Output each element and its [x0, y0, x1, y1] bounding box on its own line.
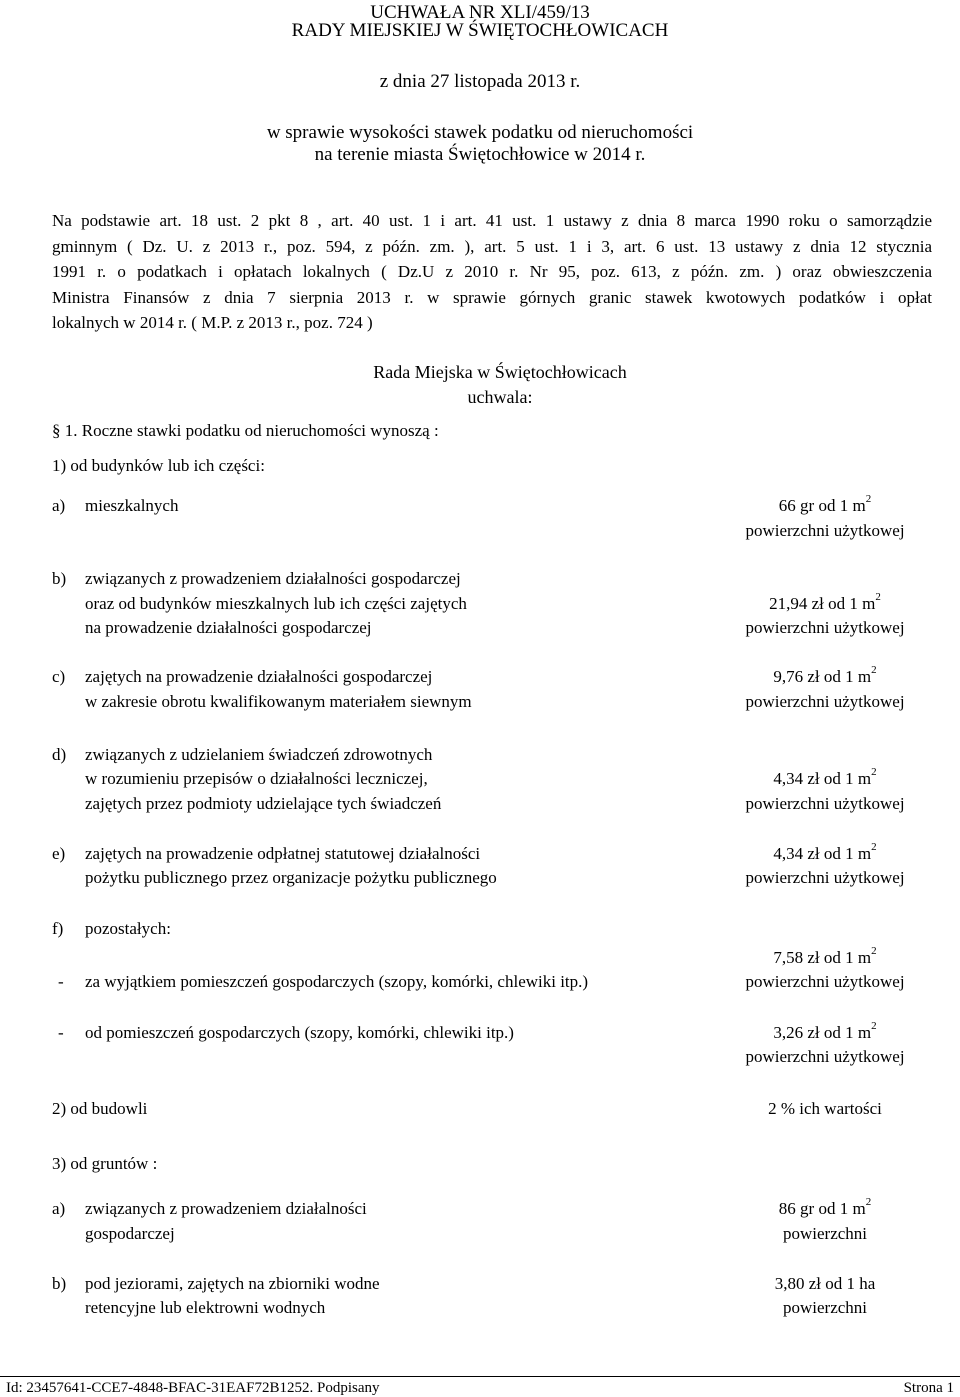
item-description: zajętych przez podmioty udzielające tych świadczeń: [85, 794, 442, 813]
item-unit: powierzchni: [782, 1224, 868, 1243]
preamble-line: gminnym ( Dz. U. z 2013 r., poz. 594, z późn. zm. ), art. 5 ust. 1 i 3, art. 6 ust. 13 ustawy z dnia 12 stycznia: [52, 236, 932, 256]
item-unit: powierzchni użytkowej: [745, 794, 905, 813]
item-label: e): [52, 844, 66, 863]
item-description: związanych z udzielaniem świadczeń zdrowotnych: [85, 745, 433, 764]
page-number: Strona 1: [903, 1380, 954, 1396]
item-rate: 4,34 zł od 1 $m^2$: [773, 766, 877, 788]
resolution-verb: uchwala:: [467, 387, 533, 407]
preamble-line: lokalnych w 2014 r. ( M.P. z 2013 r., poz. 724 ): [52, 313, 373, 332]
item-dash: -: [58, 1023, 64, 1042]
item-description: w rozumieniu przepisów o działalności leczniczej,: [85, 769, 428, 788]
item-label: a): [52, 496, 66, 515]
item-unit: powierzchni użytkowej: [745, 521, 905, 540]
item-label: f): [52, 919, 64, 938]
item-label: b): [52, 569, 67, 588]
buildings-heading: 1) od budynków lub ich części:: [52, 456, 265, 475]
subject-line-1: w sprawie wysokości stawek podatku od nieruchomości: [266, 122, 694, 143]
item-label: d): [52, 745, 67, 764]
item-unit: powierzchni użytkowej: [745, 1047, 905, 1066]
preamble-line: Ministra Finansów z dnia 7 sierpnia 2013 r. w sprawie górnych granic stawek kwotowych podatków i opłat: [52, 287, 932, 307]
council-name: Rada Miejska w Świętochłowicach: [373, 362, 627, 382]
section-1-intro: [52, 419, 439, 443]
page-footer: [0, 1376, 960, 1397]
preamble: [52, 208, 932, 336]
item-unit: powierzchni: [782, 1298, 868, 1317]
subject-line-2: na terenie miasta Świętochłowice w 2014 r.: [314, 144, 646, 165]
item-description: zajętych na prowadzenie odpłatnej statutowej działalności: [85, 844, 481, 863]
item-description: retencyjne lub elektrowni wodnych: [85, 1298, 326, 1317]
item-description: gospodarczej: [85, 1224, 175, 1243]
item-unit: powierzchni użytkowej: [745, 692, 905, 711]
item-description: pod jeziorami, zajętych na zbiorniki wodne: [85, 1274, 380, 1293]
item-rate: 86 gr od 1 $m^2$: [778, 1196, 872, 1218]
item-description: pożytku publicznego przez organizacje pożytku publicznego: [85, 868, 497, 887]
item-label: a): [52, 1199, 66, 1218]
document-title: UCHWAŁA NR XLI/459/13: [370, 2, 590, 23]
item-description: od pomieszczeń gospodarczych (szopy, komórki, chlewiki itp.): [85, 1023, 514, 1042]
land-heading: 3) od gruntów :: [52, 1154, 158, 1173]
structures-rate: 2 % ich wartości: [768, 1099, 882, 1118]
item-unit: powierzchni użytkowej: [745, 868, 905, 887]
item-description: oraz od budynków mieszkalnych lub ich części zajętych: [85, 594, 467, 613]
item-rate: 66 gr od 1 $m^2$: [778, 493, 872, 515]
item-rate: 3,80 zł od 1 ha: [774, 1274, 876, 1293]
item-description: za wyjątkiem pomieszczeń gospodarczych (szopy, komórki, chlewiki itp.): [85, 972, 589, 991]
item-rate: 9,76 zł od 1 $m^2$: [773, 664, 877, 686]
item-label: c): [52, 667, 66, 686]
document-date: z dnia 27 listopada 2013 r.: [379, 71, 581, 92]
item-description: w zakresie obrotu kwalifikowanym materiałem siewnym: [85, 692, 472, 711]
item-description: związanych z prowadzeniem działalności gospodarczej: [85, 569, 461, 588]
structures-label: 2) od budowli: [52, 1099, 148, 1118]
section-mark: § 1.: [52, 421, 78, 440]
document-issuer: RADY MIEJSKIEJ W ŚWIĘTOCHŁOWICACH: [291, 20, 669, 41]
item-unit: powierzchni użytkowej: [745, 972, 905, 991]
item-dash: -: [58, 972, 64, 991]
preamble-line: Na podstawie art. 18 ust. 2 pkt 8 , art. 40 ust. 1 i art. 41 ust. 1 ustawy z dnia 8 marca 1990 roku o samorządzie: [52, 211, 932, 230]
document-id: Id: 23457641-CCE7-4848-BFAC-31EAF72B1252. Podpisany: [6, 1380, 380, 1396]
item-unit: powierzchni użytkowej: [745, 618, 905, 637]
item-rate: 4,34 zł od 1 $m^2$: [773, 841, 877, 863]
item-rate: 7,58 zł od 1 $m^2$: [773, 945, 877, 967]
item-label: b): [52, 1274, 67, 1293]
item-description: związanych z prowadzeniem działalności: [85, 1199, 367, 1218]
item-description: zajętych na prowadzenie działalności gospodarczej: [85, 667, 433, 686]
item-rate: 3,26 zł od 1 $m^2$: [773, 1020, 877, 1042]
item-rate: 21,94 zł od 1 $m^2$: [769, 591, 881, 613]
section-text: Roczne stawki podatku od nieruchomości wynoszą :: [81, 421, 439, 440]
item-description: mieszkalnych: [85, 496, 179, 515]
item-description: pozostałych:: [85, 919, 171, 938]
preamble-line: 1991 r. o podatkach i opłatach lokalnych ( Dz.U z 2010 r. Nr 95, poz. 613, z późn. zm. ) oraz obwieszczenia: [52, 262, 932, 281]
item-description: na prowadzenie działalności gospodarczej: [85, 618, 372, 637]
